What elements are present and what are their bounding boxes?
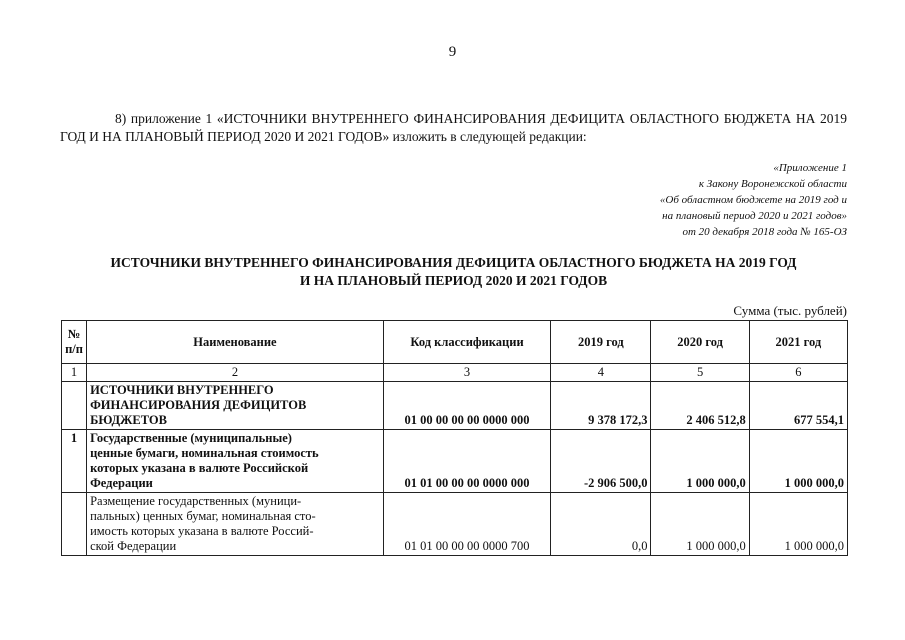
column-number: 3 (383, 364, 550, 382)
column-number: 4 (551, 364, 651, 382)
row-name-line: Размещение государственных (муници- (90, 494, 302, 508)
table-row (62, 382, 848, 430)
header-2020: 2020 год (651, 321, 749, 364)
appendix-note-line: к Закону Воронежской области (698, 178, 847, 190)
header-num-line: п/п (65, 342, 83, 356)
appendix-note-line: на плановый период 2020 и 2021 годов» (662, 210, 847, 222)
table-row (62, 493, 848, 556)
header-2019: 2019 год (551, 321, 651, 364)
row-value-2020: 1 000 000,0 (651, 493, 749, 556)
row-name (87, 493, 384, 556)
row-code: 01 00 00 00 00 0000 000 (383, 382, 550, 430)
row-name-line: пальных) ценных бумаг, номинальная сто- (90, 509, 316, 523)
column-number: 6 (749, 364, 847, 382)
row-name (87, 382, 384, 430)
header-name: Наименование (87, 321, 384, 364)
table-header-row (62, 321, 848, 364)
column-number: 5 (651, 364, 749, 382)
row-value-2019: 0,0 (551, 493, 651, 556)
header-row-number (62, 321, 87, 364)
row-name-line: Государственные (муниципальные) (90, 431, 292, 445)
row-number (62, 493, 87, 556)
appendix-note-line: от 20 декабря 2018 года № 165-ОЗ (682, 226, 847, 238)
table-row (62, 430, 848, 493)
row-value-2019: 9 378 172,3 (551, 382, 651, 430)
intro-paragraph (60, 110, 847, 146)
appendix-note-line: «Об областном бюджете на 2019 год и (659, 194, 847, 206)
column-number: 2 (87, 364, 384, 382)
appendix-note (467, 160, 847, 240)
row-number (62, 382, 87, 430)
header-num-line: № (67, 327, 81, 341)
row-value-2021: 1 000 000,0 (749, 430, 847, 493)
row-value-2021: 677 554,1 (749, 382, 847, 430)
document-title-line: ИСТОЧНИКИ ВНУТРЕННЕГО ФИНАНСИРОВАНИЯ ДЕФИЦИТА ОБЛАСТНОГО БЮДЖЕТА НА 2019 ГОД (110, 255, 797, 270)
row-number: 1 (62, 430, 87, 493)
row-name-line: ской Федерации (90, 539, 177, 553)
document-title (60, 254, 847, 290)
row-name-line: ФИНАНСИРОВАНИЯ ДЕФИЦИТОВ (90, 398, 307, 412)
appendix-note-line: «Приложение 1 (773, 162, 847, 174)
page-number: 9 (448, 44, 457, 60)
row-name-line: которых указана в валюте Российской (90, 461, 309, 475)
document-title-line: И НА ПЛАНОВЫЙ ПЕРИОД 2020 И 2021 ГОДОВ (299, 273, 608, 288)
header-code: Код классификации (383, 321, 550, 364)
row-value-2019: -2 906 500,0 (551, 430, 651, 493)
financing-sources-table (61, 320, 848, 556)
column-number: 1 (62, 364, 87, 382)
row-name-line: БЮДЖЕТОВ (90, 413, 167, 427)
column-number-row (62, 364, 848, 382)
row-name-line: Федерации (90, 476, 153, 490)
row-name-line: имость которых указана в валюте Россий- (90, 524, 314, 538)
row-value-2021: 1 000 000,0 (749, 493, 847, 556)
row-value-2020: 1 000 000,0 (651, 430, 749, 493)
row-code: 01 01 00 00 00 0000 000 (383, 430, 550, 493)
units-label: Сумма (тыс. рублей) (733, 303, 847, 318)
row-name-line: ИСТОЧНИКИ ВНУТРЕННЕГО (90, 383, 274, 397)
row-name-line: ценные бумаги, номинальная стоимость (90, 446, 319, 460)
row-code: 01 01 00 00 00 0000 700 (383, 493, 550, 556)
intro-text: 8) приложение 1 «ИСТОЧНИКИ ВНУТРЕННЕГО ФИНАНСИРОВАНИЯ ДЕФИЦИТА ОБЛАСТНОГО БЮДЖЕТА НА 2019 ГОД И НА ПЛАНОВЫЙ ПЕРИОД 2020 И 2021 ГОДОВ» изложить в следующей редакции: (60, 111, 847, 144)
row-name (87, 430, 384, 493)
header-2021: 2021 год (749, 321, 847, 364)
row-value-2020: 2 406 512,8 (651, 382, 749, 430)
